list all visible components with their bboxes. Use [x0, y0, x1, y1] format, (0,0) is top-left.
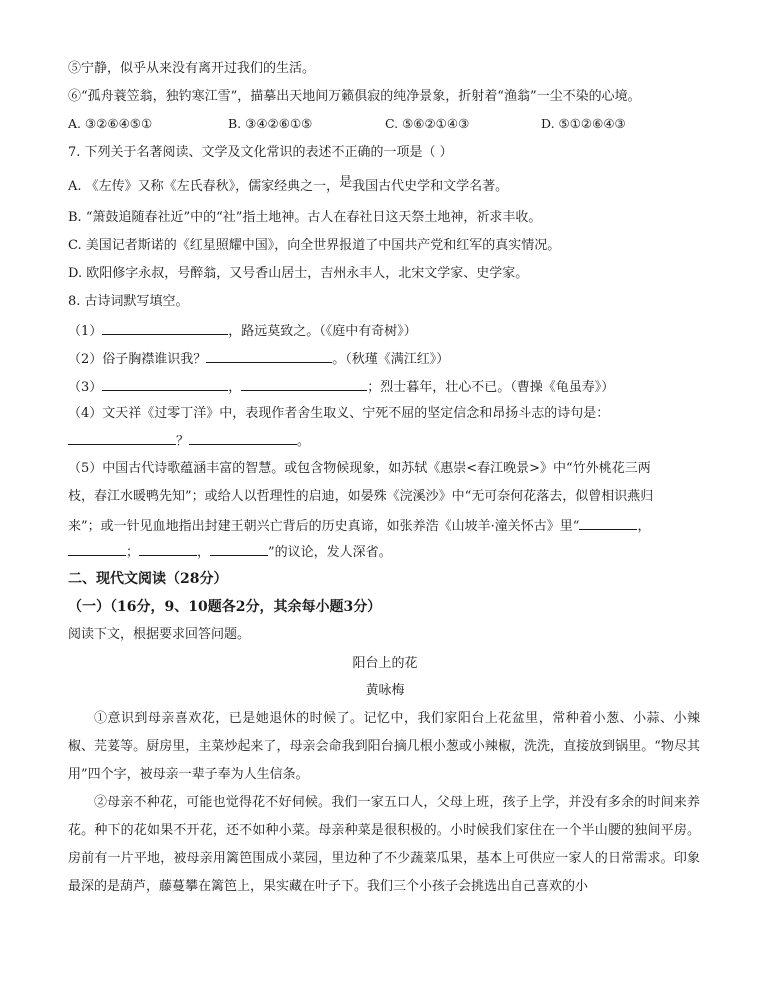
section-2-instructions: 阅读下文，根据要求回答问题。 — [68, 627, 251, 642]
blank-5c[interactable] — [139, 542, 197, 556]
option-d: D. ⑤①②⑥④③ — [541, 116, 626, 131]
blank-5a[interactable] — [579, 516, 637, 530]
blank-5b[interactable] — [68, 542, 126, 556]
q8-item-3 — [68, 377, 614, 397]
q8-5-l4-mid2: ， — [197, 545, 211, 560]
q8-3-mid: ， — [228, 380, 242, 395]
q8-2-post: 。（秋瑾《满江红》） — [332, 352, 450, 367]
article-title: 阳台上的花 — [352, 656, 418, 671]
q7-a-pre: A. 《左传》又称《左氏春秋》，儒家经典之一， — [68, 179, 340, 194]
option-b: B. ③④②⑥①⑤ — [228, 116, 313, 131]
q8-item-5-line-1: （5）中国古代诗歌蕴涵丰富的智慧。或包含物候现象，如苏轼《惠崇<春江晚景>》中“竹外桃花三两 — [68, 461, 651, 476]
q8-item-5-line-3 — [68, 516, 650, 536]
blank-5d[interactable] — [210, 542, 268, 556]
blank-3a[interactable] — [102, 377, 228, 391]
q8-5-l3-post: ， — [637, 519, 651, 534]
q7-option-a — [68, 175, 509, 196]
q8-1-pre: （1） — [68, 324, 103, 339]
q8-item-5-line-4 — [68, 542, 392, 562]
q8-1-post: ，路远莫致之。（《庭中有奇树》） — [228, 324, 417, 339]
q8-3-pre: （3） — [68, 380, 103, 395]
q7-a-post: 我国古代史学和文学名著。 — [352, 179, 509, 194]
line-item-6: ⑥“孤舟蓑笠翁，独钓寒江雪”，描摹出天地间万籁俱寂的纯净景象，折射着“渔翁”一尘不染的心境。 — [68, 89, 641, 104]
q8-2-pre: （2）俗子胸襟谁识我？ — [68, 352, 207, 367]
option-c: C. ⑤⑥②①④③ — [385, 116, 470, 131]
section-2-title: 二、现代文阅读（28分） — [68, 571, 228, 587]
blank-1[interactable] — [102, 321, 228, 335]
q7-a-raised: 是 — [339, 175, 353, 190]
q8-item-4: （4）文天祥《过零丁洋》中，表现作者舍生取义、宁死不屈的坚定信念和昂扬斗志的诗句是： — [68, 406, 610, 421]
q8-item-1 — [68, 321, 417, 341]
q7-option-c: C. 美国记者斯诺的《红星照耀中国》，向全世界报道了中国共产党和红军的真实情况。 — [68, 238, 561, 253]
q7-option-b: B. “箫鼓追随春社近”中的“社”指土地神。古人在春社日这天祭土地神，祈求丰收。 — [68, 210, 542, 225]
blank-4a[interactable] — [68, 431, 176, 445]
q7-option-d: D. 欧阳修字永叔，号醉翁，又号香山居士，吉州永丰人，北宋文学家、史学家。 — [68, 266, 529, 281]
q8-item-4-blanks — [68, 431, 310, 451]
q8-3-post: ；烈士暮年，壮心不已。（曹操《龟虽寿》） — [367, 380, 615, 395]
q8-item-2 — [68, 349, 449, 369]
q7-stem: 7. 下列关于名著阅读、文学及文化常识的表述不正确的一项是（ ） — [68, 145, 453, 160]
line-item-5: ⑤宁静，似乎从来没有离开过我们的生活。 — [68, 61, 316, 76]
article-author: 黄咏梅 — [365, 683, 405, 698]
article-paragraph-1: ①意识到母亲喜欢花，已是她退休的时候了。记忆中，我们家阳台上花盆里，常种着小葱、小蒜、小辣椒、芫荽等。厨房里，主菜炒起来了，母亲会命我到阳台摘几根小葱或小辣椒，洗洗，直接放到锅里。“物尽其用”四个字，被母亲一辈子奉为人生信条。 — [68, 711, 700, 782]
q8-stem: 8. 古诗词默写填空。 — [68, 294, 189, 309]
q6-options — [68, 116, 708, 134]
article-paragraph-2: ②母亲不种花，可能也觉得花不好伺候。我们一家五口人，父母上班，孩子上学，并没有多余的时间来养花。种下的花如果不开花，还不如种小菜。母亲种菜是很积极的。小时候我们家住在一个半山腰的独间平房。房前有一片平地，被母亲用篱笆围成小菜园，里边种了不少蔬菜瓜果，基本上可供应一家人的日常需求。印象最深的是葫芦，藤蔓攀在篱笆上，果实藏在叶子下。我们三个小孩子会挑选出自己喜欢的小 — [68, 795, 700, 894]
blank-3b[interactable] — [241, 377, 367, 391]
q8-5-l4-mid1: ； — [126, 545, 140, 560]
q8-5-l4-post: ”的议论，发人深省。 — [268, 545, 392, 560]
section-2-subtitle: （一）（16分，9、10题各2分，其余每小题3分） — [68, 599, 382, 615]
option-a: A. ③②⑥④⑤① — [68, 116, 153, 131]
blank-2[interactable] — [206, 349, 332, 363]
q8-5-l3-pre: 来”；或一针见血地指出封建王朝兴亡背后的历史真谛，如张养浩《山坡羊·潼关怀古》里“ — [68, 519, 580, 534]
q8-4-mid: ？ — [176, 434, 190, 449]
q8-4-post: 。 — [297, 434, 311, 449]
q8-item-5-line-2: 枝，春江水暖鸭先知”；或给人以哲理性的启迪，如晏殊《浣溪沙》中“无可奈何花落去，似曾相识燕归 — [68, 489, 654, 504]
blank-4b[interactable] — [189, 431, 297, 445]
